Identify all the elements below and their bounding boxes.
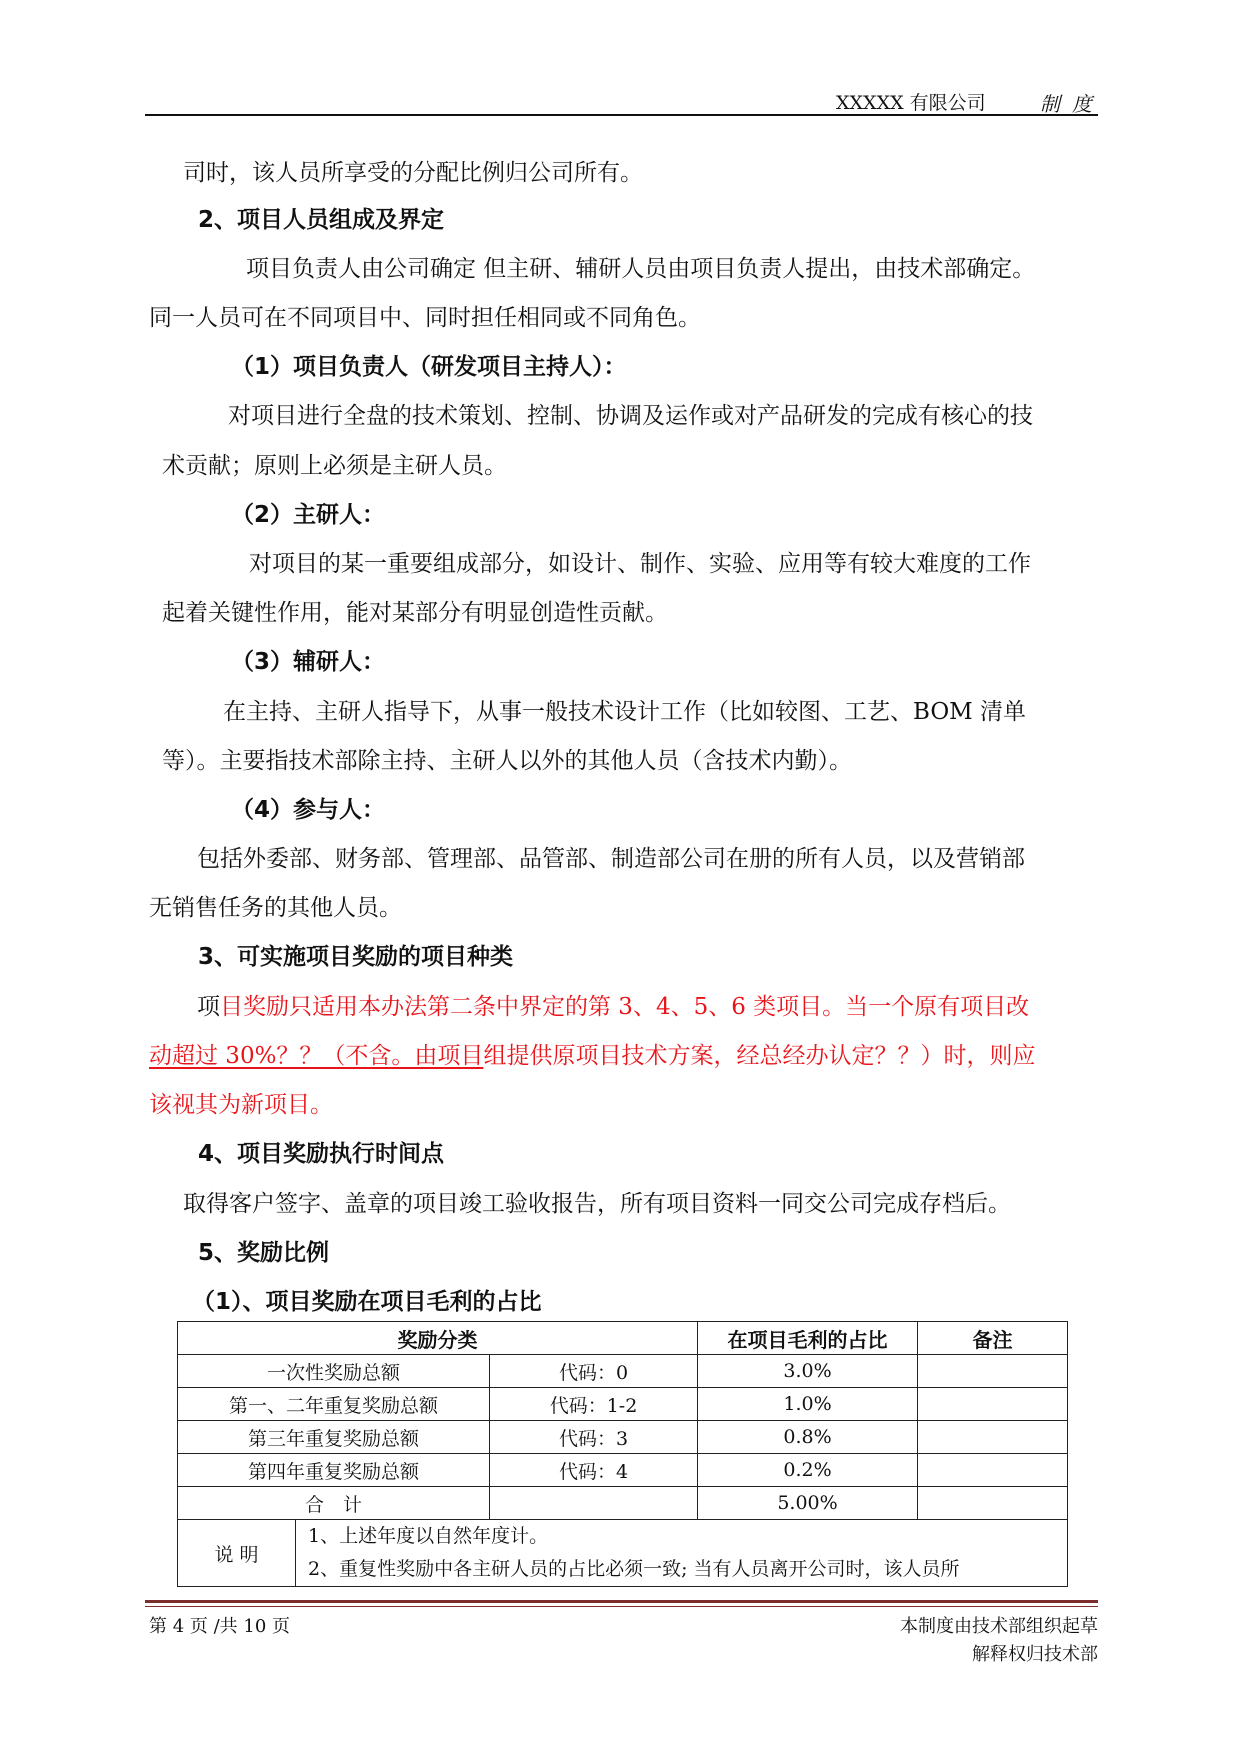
section-3-line-3: 该视其为新项目。	[149, 1092, 333, 1118]
role-3-line-1: 在主持、主研人指导下，从事一般技术设计工作（比如较图、工艺、BOM 清单	[223, 699, 1027, 725]
role-3-line-2: 等）。主要指技术部除主持、主研人以外的其他人员（含技术内勤）。	[162, 748, 852, 774]
header-gross-profit-ratio: 在项目毛利的占比	[698, 1322, 918, 1355]
role-2-title: （2）主研人：	[231, 502, 386, 528]
footer-rule-thick	[145, 1600, 1098, 1603]
section-4-title: 4、项目奖励执行时间点	[198, 1141, 445, 1167]
section-3-line-1-prefix: 项	[197, 994, 220, 1020]
total-note-empty	[918, 1487, 1068, 1520]
note-line-1: 1、上述年度以自然年度计。	[308, 1525, 549, 1547]
notes-content	[296, 1520, 1068, 1587]
header-reward-category: 奖励分类	[178, 1322, 698, 1355]
section-3-line-1-red: 目奖励只适用本办法第二条中界定的第 3、4、5、6 类项目。当一个原有项目改	[220, 994, 1030, 1020]
row-ratio: 3.0%	[698, 1355, 918, 1388]
reward-ratio-table	[177, 1321, 1068, 1587]
header-rule	[145, 114, 1098, 116]
role-4-title: （4）参与人：	[231, 797, 386, 823]
role-2-line-2: 起着关键性作用，能对某部分有明显创造性贡献。	[162, 600, 668, 626]
section-3-line-2-red: 组提供原项目技术方案，经总经办认定？？）时，则应	[483, 1043, 1036, 1069]
total-code-empty	[490, 1487, 698, 1520]
row-ratio: 0.8%	[698, 1421, 918, 1454]
table-row	[178, 1355, 1068, 1388]
section-5-subtitle: （1）、项目奖励在项目毛利的占比	[192, 1289, 542, 1315]
row-code: 代码：3	[490, 1421, 698, 1454]
role-4-line-2: 无销售任务的其他人员。	[149, 895, 402, 921]
table-notes-row	[178, 1520, 1068, 1587]
row-code: 代码：1-2	[490, 1388, 698, 1421]
section-3-line-1	[197, 992, 1029, 1022]
table-row	[178, 1421, 1068, 1454]
row-name: 第三年重复奖励总额	[178, 1421, 490, 1454]
row-code: 代码：4	[490, 1454, 698, 1487]
row-ratio: 0.2%	[698, 1454, 918, 1487]
row-code: 代码：0	[490, 1355, 698, 1388]
footer-rule-thin	[145, 1606, 1098, 1607]
role-1-line-1: 对项目进行全盘的技术策划、控制、协调及运作或对产品研发的完成有核心的技	[228, 403, 1033, 429]
section-3-line-2	[149, 1041, 1035, 1071]
section-2-title: 2、项目人员组成及界定	[198, 207, 445, 233]
section-5-title: 5、奖励比例	[198, 1240, 330, 1266]
role-1-line-2: 术贡献；原则上必须是主研人员。	[162, 453, 507, 479]
notes-label: 说 明	[178, 1520, 296, 1587]
section-3-title: 3、可实施项目奖励的项目种类	[198, 944, 514, 970]
total-label: 合 计	[178, 1487, 490, 1520]
note-line-2: 2、重复性奖励中各主研人员的占比必须一致; 当有人员离开公司时，该人员所	[308, 1558, 960, 1580]
table-total-row	[178, 1487, 1068, 1520]
table-row	[178, 1454, 1068, 1487]
row-name: 第一、二年重复奖励总额	[178, 1388, 490, 1421]
header-doc-type: 制度	[1040, 92, 1104, 116]
row-note	[918, 1355, 1068, 1388]
table-header-row	[178, 1322, 1068, 1355]
role-4-line-1: 包括外委部、财务部、管理部、品管部、制造部公司在册的所有人员，以及营销部	[197, 846, 1025, 872]
row-ratio: 1.0%	[698, 1388, 918, 1421]
header-remarks: 备注	[918, 1322, 1068, 1355]
header-company: XXXXX 有限公司	[836, 92, 986, 114]
continued-paragraph: 司时，该人员所享受的分配比例归公司所有。	[183, 160, 643, 186]
section-2-line-2: 同一人员可在不同项目中、同时担任相同或不同角色。	[149, 305, 701, 331]
role-2-line-1: 对项目的某一重要组成部分，如设计、制作、实验、应用等有较大难度的工作	[249, 551, 1031, 577]
row-note	[918, 1421, 1068, 1454]
section-4-paragraph: 取得客户签字、盖章的项目竣工验收报告，所有项目资料一同交公司完成存档后。	[183, 1191, 1011, 1217]
section-2-line-1: 项目负责人由公司确定 但主研、辅研人员由项目负责人提出，由技术部确定。	[246, 256, 1036, 282]
page-number: 第 4 页 /共 10 页	[149, 1616, 291, 1637]
row-note	[918, 1454, 1068, 1487]
footer-drafted-by: 本制度由技术部组织起草	[900, 1616, 1098, 1637]
row-name: 一次性奖励总额	[178, 1355, 490, 1388]
role-3-title: （3）辅研人：	[231, 649, 386, 675]
row-name: 第四年重复奖励总额	[178, 1454, 490, 1487]
role-1-title: （1）项目负责人（研发项目主持人）：	[231, 354, 627, 380]
footer-interpretation-rights: 解释权归技术部	[972, 1644, 1098, 1665]
row-note	[918, 1388, 1068, 1421]
section-3-line-2-underlined: 动超过 30%？？（不含。由项目	[149, 1043, 484, 1069]
total-ratio: 5.00%	[698, 1487, 918, 1520]
table-row	[178, 1388, 1068, 1421]
